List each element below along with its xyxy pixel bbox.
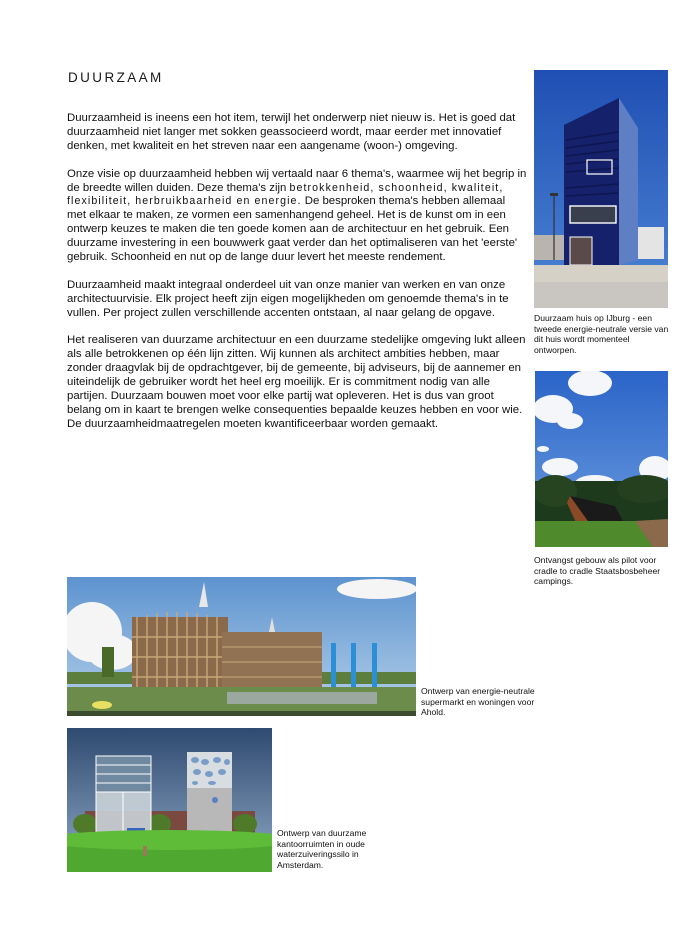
caption-silo-offices: Ontwerp van duurzame kantoorruimten in oude waterzuiveringssilo in Amsterdam. <box>277 828 367 870</box>
photo-ahold-supermarket <box>67 577 416 716</box>
themes-intro-text: Onze visie op duurzaamheid hebben wij vertaald naar 6 thema's, waarmee wij het begrip in de breedte willen duiden. Deze thema's zijn <box>67 167 527 194</box>
caption-ahold-supermarket: Ontwerp van energie-neutrale supermarkt en woningen voor Ahold. <box>421 686 535 718</box>
body-text <box>67 112 527 446</box>
themes-list: betrokkenheid, schoonheid, kwaliteit, flexibiliteit, herbruikbaarheid en energie. <box>67 181 504 208</box>
paragraph-integral: Duurzaamheid maakt integraal onderdeel uit van onze manier van werken en van onze architectuurvisie. Elk project heeft zijn eigen mogelijkheden om genoemde thema's in te vullen. Per project zullen verschillende accenten ontstaan, al naar gelang de opgave. <box>67 278 509 319</box>
photo-silo-offices <box>67 728 272 872</box>
paragraph-commitment: Het realiseren van duurzame architectuur en een duurzame stedelijke omgeving lukt alleen als alle betrokkenen op één lijn zitten. Wij kunnen als architect ambities hebben, maar zonder draagvlak bij de opdrachtgever, bij de gemeente, bij adviseurs, bij de aannemer en uiteindelijk de gebruiker wordt het heel erg moeilijk. Er is commitment nodig van alle partijen. Duurzaam bouwen moet voor elke partij wat opleveren. Het is dus van groot belang om in kaart te brengen welke consequenties bepaalde keuzes hebben en voor wie. De duurzaamheidmaatregelen moeten kwantificeerbaar worden gemaakt. <box>67 334 526 430</box>
paragraph-themes <box>67 168 527 265</box>
photo-camping-reception <box>535 371 668 547</box>
page-title: DUURZAAM <box>68 70 164 85</box>
paragraph-intro: Duurzaamheid is ineens een hot item, terwijl het onderwerp niet nieuw is. Het is goed dat duurzaamheid niet langer met sokken geassocieerd wordt, maar eerder met innovatief denken, met kwaliteit en het streven naar een aangename (woon-) omgeving. <box>67 112 516 152</box>
caption-camping-reception: Ontvangst gebouw als pilot voor cradle to cradle Staatsbosbeheer campings. <box>534 555 661 587</box>
caption-ijburg-house: Duurzaam huis op IJburg - een tweede energie-neutrale versie van dit huis wordt momenteel ontworpen. <box>534 313 669 355</box>
themes-rest-text: De besproken thema's hebben allemaal met elkaar te maken, ze vormen een samenhangend geheel. Het is de kunst om in een ontwerp keuzes te maken die ten goede komen aan de architectuur en het gebruik. Een duurzame investering in een bouwwerk gaat verder dan het optimaliseren van het 'eerste' gebruik. Schoonheid en nut op de lange duur levert het meeste rendement. <box>67 195 518 264</box>
photo-ijburg-house <box>534 70 668 308</box>
